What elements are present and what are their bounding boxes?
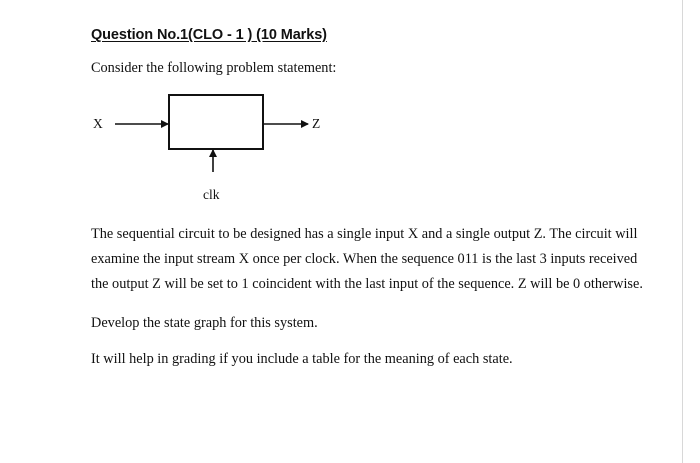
paragraph-line: the output Z will be set to 1 coincident with the last input of the sequence. Z will be 0 otherwise. xyxy=(91,276,643,292)
intro-text: Consider the following problem statement: xyxy=(91,60,337,76)
circuit-box xyxy=(169,95,263,149)
paragraph-line: The sequential circuit to be designed has a single input X and a single output Z. The circuit will xyxy=(91,226,638,242)
question-heading: Question No.1(CLO - 1 ) (10 Marks) xyxy=(91,27,327,43)
output-z-label: Z xyxy=(312,116,321,131)
paragraph-line: examine the input stream X once per clock. When the sequence 011 is the last 3 inputs received xyxy=(91,251,638,267)
input-x-label: X xyxy=(93,116,103,131)
develop-instruction: Develop the state graph for this system. xyxy=(91,315,318,331)
clock-label: clk xyxy=(203,187,220,202)
grading-hint: It will help in grading if you include a table for the meaning of each state. xyxy=(91,351,513,367)
circuit-block-diagram xyxy=(88,92,338,207)
